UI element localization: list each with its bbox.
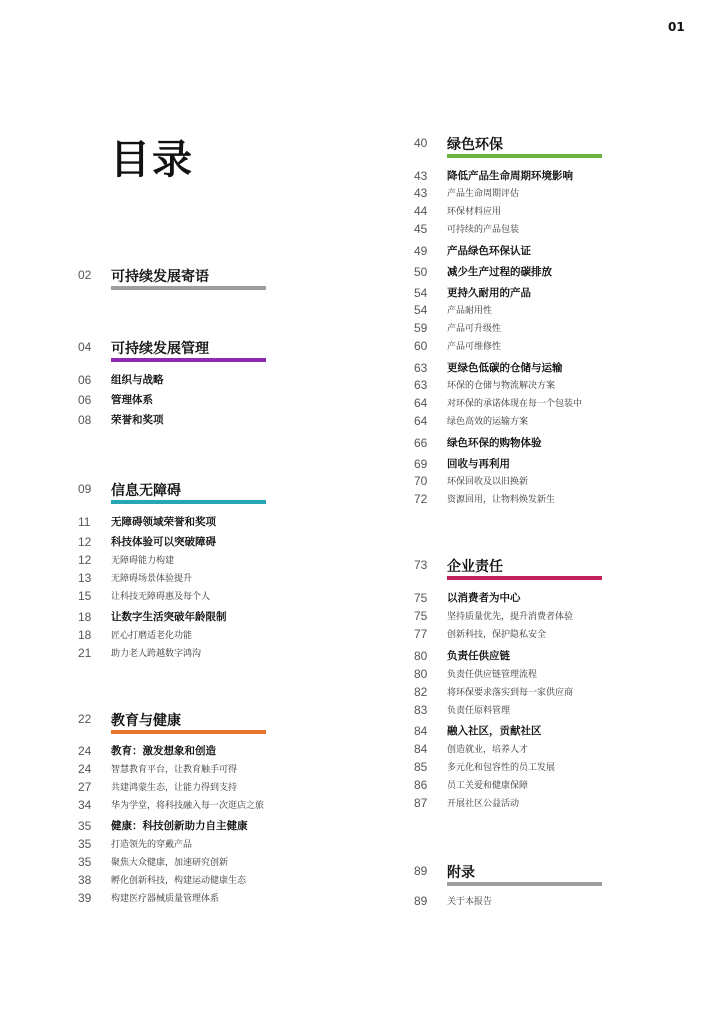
- toc-page-number: 83: [414, 703, 428, 717]
- toc-entry-title: 环保的仓储与物流解决方案: [447, 381, 556, 391]
- toc-page-number: 75: [414, 609, 428, 623]
- toc-page-number: 02: [78, 268, 92, 282]
- toc-entry-title: 智慧教育平台，让教育触手可得: [111, 765, 238, 775]
- toc-page-number: 18: [78, 610, 92, 624]
- toc-entry-title: 降低产品生命周期环境影响: [447, 170, 573, 182]
- toc-page-number: 35: [78, 819, 92, 833]
- toc-entry-title: 绿色高效的运输方案: [447, 417, 529, 427]
- section-divider-bar: [111, 358, 266, 362]
- toc-page-number: 80: [414, 667, 428, 681]
- toc-entry-title: 让科技无障碍惠及每个人: [111, 592, 211, 602]
- toc-entry-title: 健康：科技创新助力自主健康: [111, 820, 248, 832]
- toc-entry-title: 可持续发展管理: [111, 341, 209, 357]
- toc-page-number: 11: [78, 515, 91, 529]
- toc-entry-title: 无障碍场景体验提升: [111, 574, 193, 584]
- toc-entry-title: 产品耐用性: [447, 306, 493, 316]
- toc-page-number: 40: [414, 136, 428, 150]
- toc-entry-title: 可持续发展寄语: [111, 269, 209, 285]
- toc-entry-title: 无障碍领域荣誉和奖项: [111, 516, 216, 528]
- toc-entry-title: 组织与战略: [111, 374, 164, 386]
- toc-entry-title: 教育：激发想象和创造: [111, 745, 216, 757]
- toc-page-number: 63: [414, 378, 428, 392]
- toc-page-number: 43: [414, 169, 428, 183]
- toc-entry-title: 教育与健康: [111, 713, 181, 729]
- toc-page-number: 43: [414, 186, 428, 200]
- toc-page-number: 04: [78, 340, 92, 354]
- toc-page-number: 82: [414, 685, 428, 699]
- toc-page-number: 60: [414, 339, 428, 353]
- toc-page-number: 15: [78, 589, 92, 603]
- toc-page-number: 72: [414, 492, 428, 506]
- toc-page-number: 80: [414, 649, 428, 663]
- toc-entry-title: 回收与再利用: [447, 458, 510, 470]
- toc-page-number: 77: [414, 627, 428, 641]
- toc-entry-title: 坚持质量优先，提升消费者体验: [447, 612, 574, 622]
- toc-entry-title: 以消费者为中心: [447, 592, 521, 604]
- toc-page-number: 21: [78, 646, 92, 660]
- toc-entry-title: 创新科技，保护隐私安全: [447, 630, 547, 640]
- toc-entry-title: 产品可升级性: [447, 324, 502, 334]
- toc-entry-title: 打造领先的穿戴产品: [111, 840, 193, 850]
- toc-entry-title: 更绿色低碳的仓储与运输: [447, 362, 563, 374]
- toc-page-number: 87: [414, 796, 428, 810]
- toc-page-number: 86: [414, 778, 428, 792]
- toc-entry-title: 负责任供应链管理流程: [447, 670, 538, 680]
- toc-page-number: 70: [414, 474, 428, 488]
- toc-page-number: 27: [78, 780, 92, 794]
- toc-entry-title: 绿色环保: [447, 137, 503, 153]
- toc-page-number: 84: [414, 742, 428, 756]
- toc-page-number: 69: [414, 457, 428, 471]
- toc-page-number: 18: [78, 628, 92, 642]
- toc-entry-title: 企业责任: [447, 559, 503, 575]
- toc-page-number: 35: [78, 855, 92, 869]
- toc-entry-title: 减少生产过程的碳排放: [447, 266, 552, 278]
- toc-entry-title: 聚焦大众健康，加速研究创新: [111, 858, 229, 868]
- section-divider-bar: [447, 882, 602, 886]
- toc-entry-title: 产品生命周期评估: [447, 189, 520, 199]
- toc-entry-title: 产品绿色环保认证: [447, 245, 531, 257]
- toc-page-number: 63: [414, 361, 428, 375]
- toc-entry-title: 构建医疗器械质量管理体系: [111, 894, 220, 904]
- section-divider-bar: [111, 500, 266, 504]
- toc-page-number: 22: [78, 712, 92, 726]
- toc-entry-title: 孵化创新科技，构建运动健康生态: [111, 876, 247, 886]
- toc-page-number: 13: [78, 571, 92, 585]
- toc-entry-title: 负责任供应链: [447, 650, 510, 662]
- section-divider-bar: [111, 730, 266, 734]
- section-divider-bar: [111, 286, 266, 290]
- section-divider-bar: [447, 576, 602, 580]
- toc-entry-title: 绿色环保的购物体验: [447, 437, 542, 449]
- toc-entry-title: 可持续的产品包装: [447, 225, 520, 235]
- toc-entry-title: 匠心打磨适老化功能: [111, 631, 193, 641]
- toc-page-number: 89: [414, 894, 428, 908]
- toc-page-number: 06: [78, 373, 92, 387]
- toc-title: 目录: [110, 137, 194, 183]
- toc-entry-title: 多元化和包容性的员工发展: [447, 763, 556, 773]
- toc-page-number: 75: [414, 591, 428, 605]
- toc-page-number: 44: [414, 204, 428, 218]
- toc-entry-title: 无障碍能力构建: [111, 556, 175, 566]
- toc-entry-title: 产品可维修性: [447, 342, 502, 352]
- toc-page-number: 50: [414, 265, 428, 279]
- toc-entry-title: 让数字生活突破年龄限制: [111, 611, 227, 623]
- toc-entry-title: 科技体验可以突破障碍: [111, 536, 216, 548]
- toc-page-number: 24: [78, 762, 92, 776]
- toc-page-number: 49: [414, 244, 428, 258]
- toc-entry-title: 更持久耐用的产品: [447, 287, 531, 299]
- toc-entry-title: 荣誉和奖项: [111, 414, 164, 426]
- toc-entry-title: 华为学堂，将科技融入每一次逛店之旅: [111, 801, 265, 811]
- toc-entry-title: 开展社区公益活动: [447, 799, 520, 809]
- toc-entry-title: 创造就业，培养人才: [447, 745, 529, 755]
- toc-page-number: 73: [414, 558, 428, 572]
- toc-entry-title: 环保材料应用: [447, 207, 502, 217]
- toc-entry-title: 管理体系: [111, 394, 153, 406]
- toc-page-number: 64: [414, 414, 428, 428]
- toc-page-number: 24: [78, 744, 92, 758]
- section-divider-bar: [447, 154, 602, 158]
- toc-entry-title: 将环保要求落实到每一家供应商: [447, 688, 574, 698]
- toc-page-number: 35: [78, 837, 92, 851]
- toc-entry-title: 助力老人跨越数字鸿沟: [111, 649, 202, 659]
- toc-page-number: 64: [414, 396, 428, 410]
- toc-page-number: 06: [78, 393, 92, 407]
- toc-entry-title: 附录: [447, 865, 475, 881]
- toc-page-number: 85: [414, 760, 428, 774]
- toc-entry-title: 信息无障碍: [111, 483, 181, 499]
- toc-page-number: 12: [78, 535, 92, 549]
- toc-page-number: 59: [414, 321, 428, 335]
- page-number: 01: [668, 20, 685, 34]
- toc-entry-title: 对环保的承诺体现在每一个包装中: [447, 399, 583, 409]
- toc-entry-title: 环保回收及以旧换新: [447, 477, 529, 487]
- toc-entry-title: 共建鸿蒙生态，让能力得到支持: [111, 783, 238, 793]
- toc-page-number: 09: [78, 482, 92, 496]
- toc-page-number: 89: [414, 864, 428, 878]
- toc-page-number: 54: [414, 286, 428, 300]
- toc-page-number: 66: [414, 436, 428, 450]
- toc-page-number: 38: [78, 873, 92, 887]
- toc-entry-title: 负责任原料管理: [447, 706, 511, 716]
- toc-entry-title: 员工关爱和健康保障: [447, 781, 529, 791]
- toc-entry-title: 资源回用，让物料焕发新生: [447, 495, 556, 505]
- toc-page-number: 08: [78, 413, 92, 427]
- toc-page-number: 12: [78, 553, 92, 567]
- toc-page-number: 39: [78, 891, 92, 905]
- toc-page-number: 45: [414, 222, 428, 236]
- toc-entry-title: 融入社区，贡献社区: [447, 725, 542, 737]
- toc-page-number: 54: [414, 303, 428, 317]
- toc-entry-title: 关于本报告: [447, 897, 493, 907]
- toc-page-number: 84: [414, 724, 428, 738]
- toc-page-number: 34: [78, 798, 92, 812]
